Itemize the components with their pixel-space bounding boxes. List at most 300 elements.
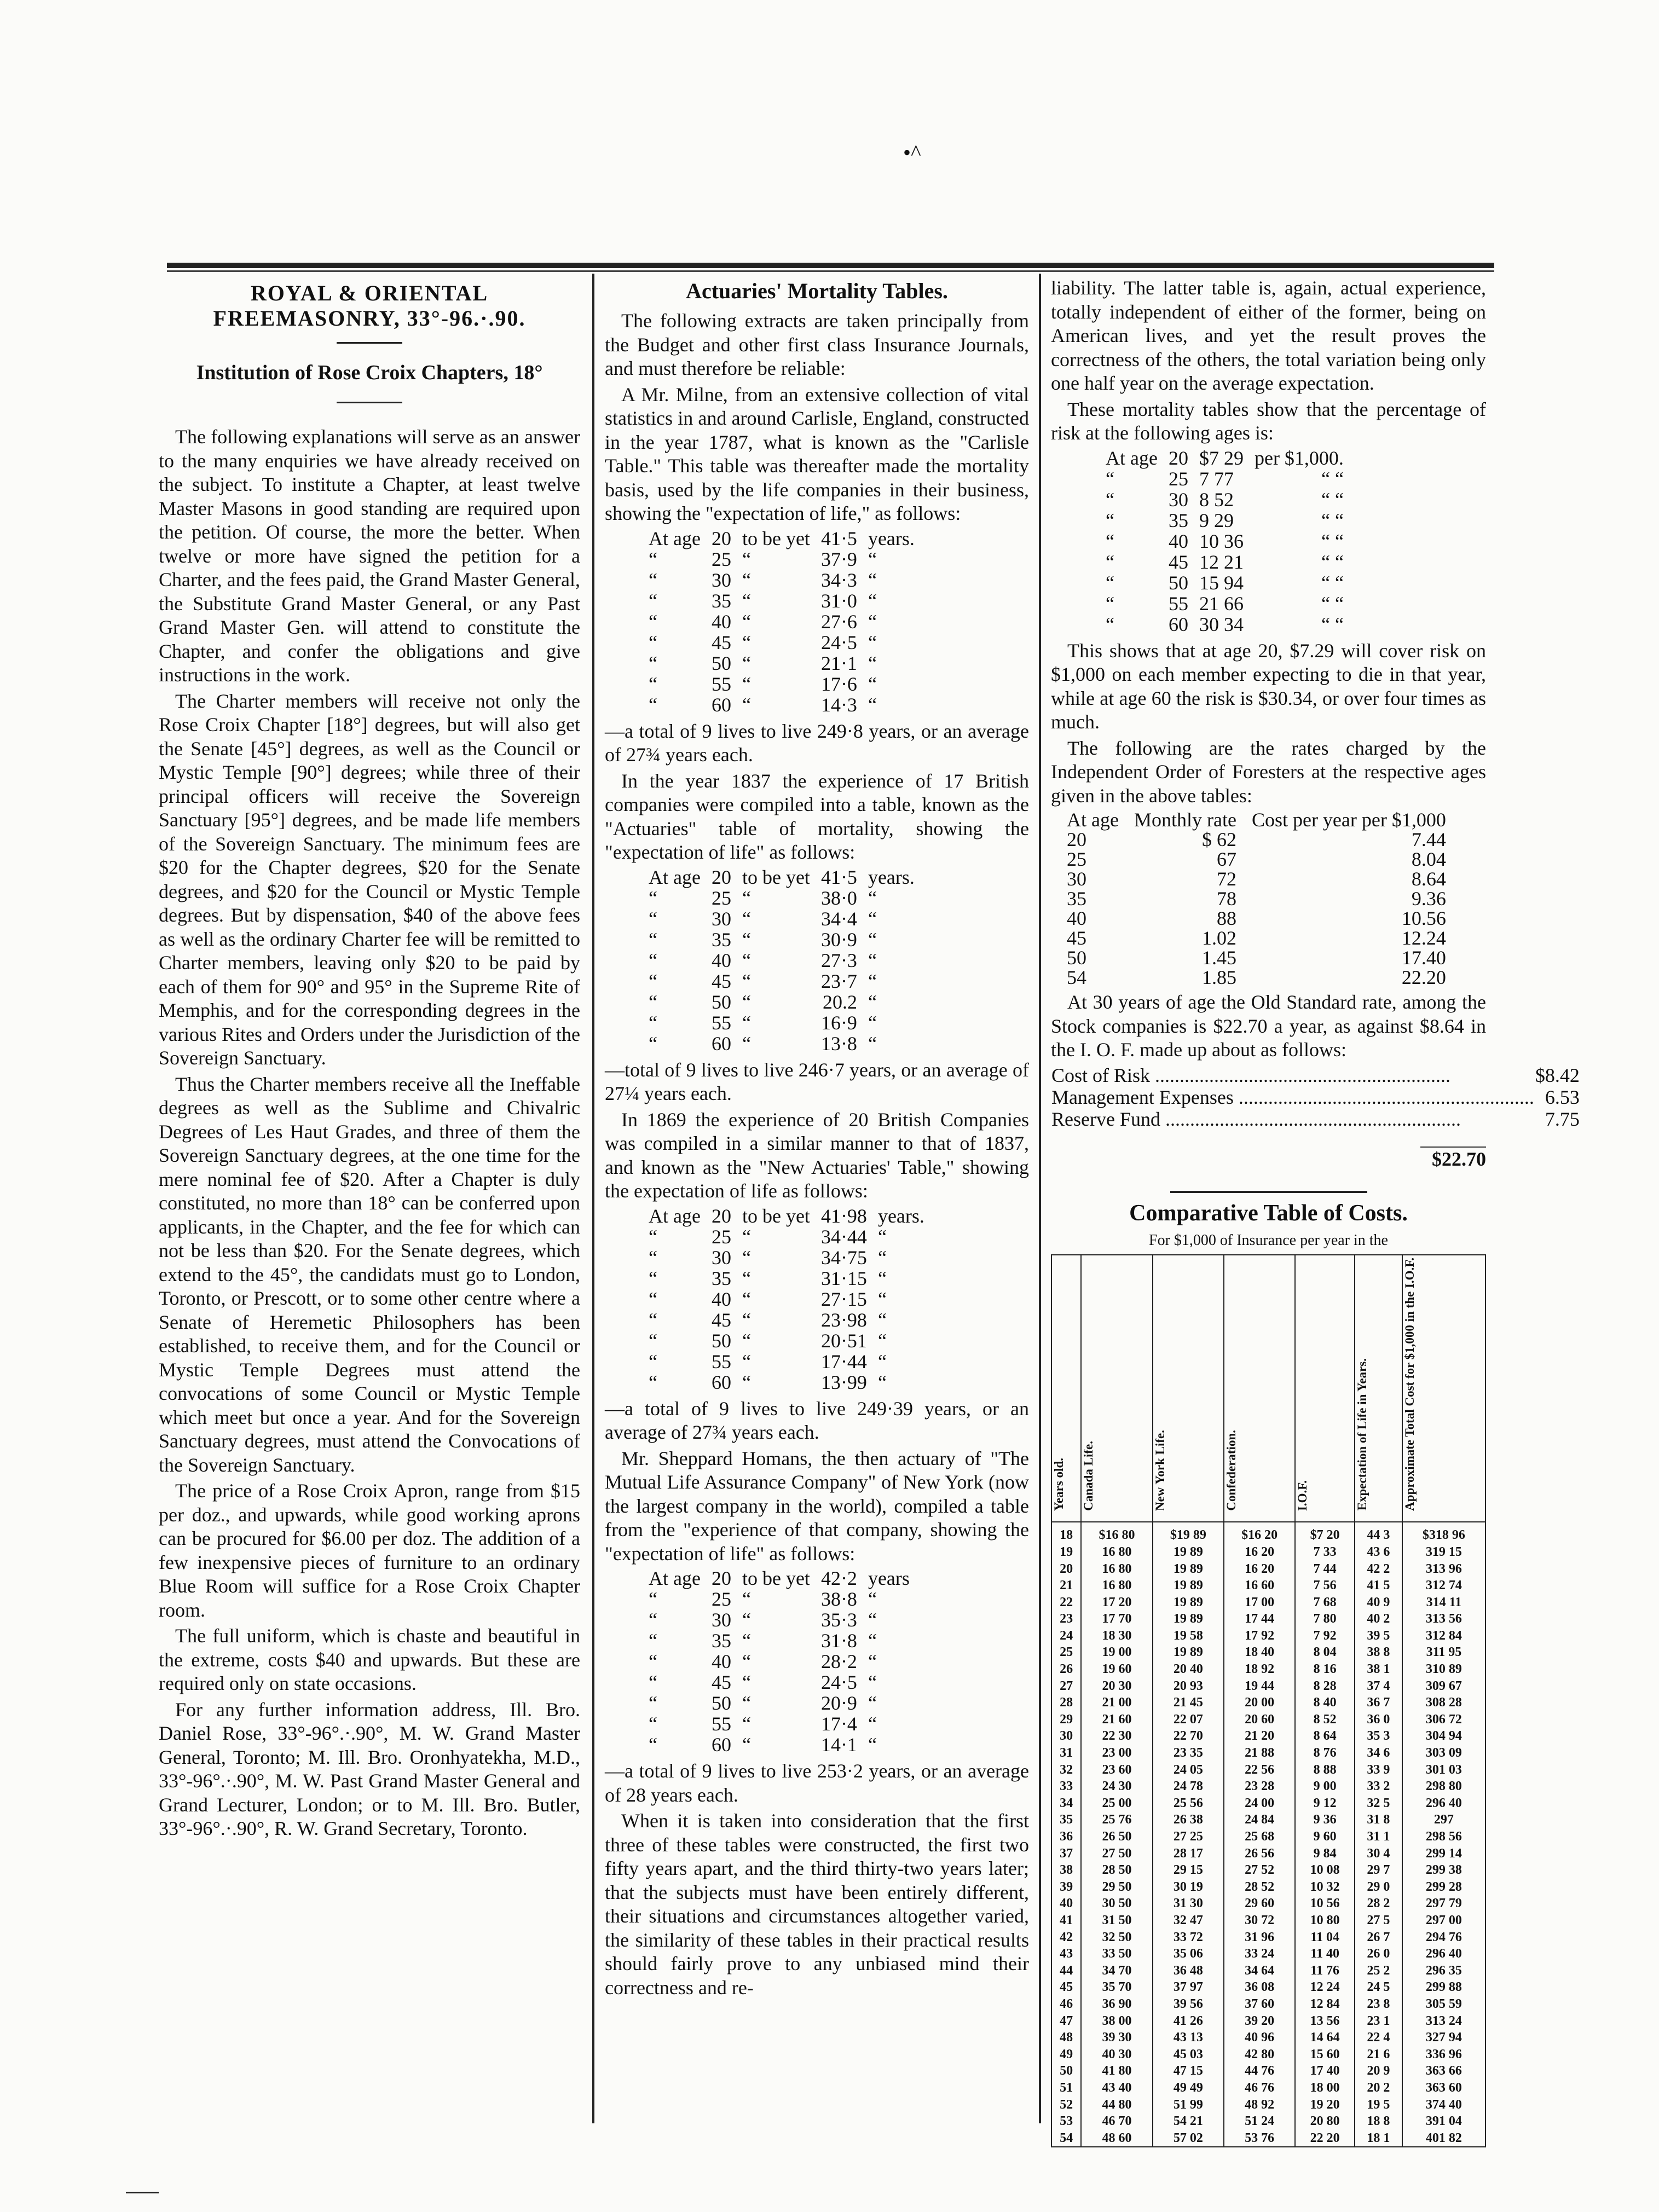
rose-croix-subtitle: Institution of Rose Croix Chapters, 18° bbox=[196, 361, 543, 384]
table-cell: to be yet bbox=[742, 866, 810, 888]
table-cell: “ bbox=[742, 970, 751, 992]
table-cell: 41·5 bbox=[820, 527, 857, 549]
table-cell: 25 bbox=[711, 1225, 731, 1248]
cost-amount: $8.42 bbox=[1535, 1064, 1580, 1086]
comparative-row bbox=[1051, 1745, 1485, 1762]
new-actuaries-table bbox=[643, 1206, 930, 1393]
comparative-cell: 25 68 bbox=[1224, 1828, 1295, 1845]
comparative-cell: 29 60 bbox=[1224, 1895, 1295, 1912]
table-cell: 55 bbox=[711, 1011, 731, 1034]
table-cell: “ bbox=[742, 1329, 751, 1352]
table-cell: 20 bbox=[711, 527, 731, 549]
comparative-row bbox=[1051, 1728, 1485, 1745]
table-cell: years. bbox=[868, 527, 915, 549]
comparative-cell: 23 60 bbox=[1081, 1762, 1152, 1779]
table-row bbox=[643, 929, 920, 950]
comparative-cell: 28 2 bbox=[1355, 1895, 1402, 1912]
comparative-header-text: Years old. bbox=[1052, 1457, 1066, 1511]
table-cell: “ bbox=[649, 631, 657, 653]
table-cell: At age bbox=[649, 527, 701, 549]
rates-cell: 1.02 bbox=[1201, 927, 1236, 949]
table-cell: “ bbox=[649, 1651, 657, 1672]
comparative-row bbox=[1051, 1979, 1485, 1996]
rates-head-monthly: Monthly rate bbox=[1134, 809, 1236, 831]
comparative-cell: 310 89 bbox=[1402, 1661, 1485, 1678]
comparative-cell: $19 89 bbox=[1153, 1522, 1224, 1544]
column-freemasonry bbox=[159, 276, 580, 1843]
table-row bbox=[643, 1226, 930, 1247]
comparative-cell: 27 50 bbox=[1081, 1845, 1152, 1862]
table-cell: 35 bbox=[711, 1630, 731, 1652]
table-cell: 34·44 bbox=[820, 1225, 867, 1248]
comparative-cell: 17 00 bbox=[1224, 1594, 1295, 1611]
comparative-cell: 40 96 bbox=[1224, 2029, 1295, 2046]
comparative-cell: 10 32 bbox=[1295, 1879, 1355, 1896]
comparative-cell: 27 25 bbox=[1153, 1828, 1224, 1845]
comparative-cell: 8 52 bbox=[1295, 1711, 1355, 1728]
comparative-cell: 34 6 bbox=[1355, 1745, 1402, 1762]
table-cell: 24·5 bbox=[820, 1671, 857, 1693]
rates-cell: 45 bbox=[1067, 927, 1086, 949]
comparative-cell: 299 28 bbox=[1402, 1879, 1485, 1896]
comparative-cell: 45 03 bbox=[1153, 2046, 1224, 2063]
comparative-cell: 17 40 bbox=[1295, 2063, 1355, 2080]
comparative-cell: 297 00 bbox=[1402, 1912, 1485, 1929]
comparative-row bbox=[1051, 2063, 1485, 2080]
comparative-cell: 16 20 bbox=[1224, 1561, 1295, 1578]
comparative-cell: 19 00 bbox=[1081, 1644, 1152, 1661]
comparative-cell: 306 72 bbox=[1402, 1711, 1485, 1728]
table-cell: 14·1 bbox=[820, 1734, 857, 1756]
comparative-cell: 21 00 bbox=[1081, 1694, 1152, 1711]
comparative-cell: 7 80 bbox=[1295, 1611, 1355, 1628]
table-cell: “ bbox=[742, 1609, 751, 1631]
comparative-cell: 16 80 bbox=[1081, 1561, 1152, 1578]
comparative-cell: 10 08 bbox=[1295, 1862, 1355, 1879]
comparative-cell: 20 80 bbox=[1295, 2113, 1355, 2130]
comparative-cell: 37 60 bbox=[1224, 1996, 1295, 2013]
comparative-cell: 32 50 bbox=[1081, 1929, 1152, 1946]
comparative-cell: 8 28 bbox=[1295, 1678, 1355, 1695]
table-row bbox=[643, 867, 920, 888]
comparative-cell: 52 bbox=[1051, 2097, 1081, 2113]
comparative-cell: 18 00 bbox=[1295, 2080, 1355, 2097]
m-para-4: In the year 1837 the experience of 17 British companies were compiled into a table, known as the "Actuaries" table of mortality, showing the "expectation of life" as follows: bbox=[605, 769, 1029, 863]
table-cell: “ bbox=[742, 1225, 751, 1248]
table-row bbox=[643, 1734, 915, 1755]
table-cell: “ bbox=[649, 1609, 657, 1631]
table-cell: $7 29 bbox=[1199, 447, 1244, 469]
table-row bbox=[643, 1630, 915, 1651]
comparative-cell: 38 8 bbox=[1355, 1644, 1402, 1661]
comparative-row bbox=[1051, 2046, 1485, 2063]
table-cell: 42·2 bbox=[820, 1567, 857, 1589]
para-5: The full uniform, which is chaste and beautiful in the extreme, costs $40 and upwards. But these are required only on state occasions. bbox=[159, 1625, 580, 1694]
table-cell: 31·8 bbox=[820, 1630, 857, 1652]
comparative-cell: 28 bbox=[1051, 1694, 1081, 1711]
costs-total: $22.70 bbox=[1420, 1146, 1486, 1172]
comparative-cell: 51 24 bbox=[1224, 2113, 1295, 2130]
comparative-cell: 36 48 bbox=[1153, 1962, 1224, 1979]
comparative-cell: $16 80 bbox=[1081, 1522, 1152, 1544]
mutual-life-table bbox=[643, 1568, 915, 1755]
table-cell: At age bbox=[649, 1567, 701, 1589]
comparative-cell: 48 92 bbox=[1224, 2097, 1295, 2113]
table-cell: “ bbox=[1106, 571, 1114, 594]
rates-cell: 12.24 bbox=[1401, 927, 1446, 949]
table-cell: 45 bbox=[711, 631, 731, 653]
comparative-cell: 21 60 bbox=[1081, 1711, 1152, 1728]
risk-table bbox=[1100, 448, 1349, 635]
table-cell: 17·44 bbox=[820, 1350, 867, 1373]
comparative-cell: 26 bbox=[1051, 1661, 1081, 1678]
table-cell: “ bbox=[868, 548, 877, 570]
table-cell: 20·51 bbox=[820, 1329, 867, 1352]
dot-leader: ............................................................ bbox=[1150, 1064, 1451, 1086]
table-row bbox=[643, 908, 920, 929]
comparative-cell: 32 bbox=[1051, 1762, 1081, 1779]
table-cell: “ bbox=[868, 610, 877, 633]
comparative-cell: 27 52 bbox=[1224, 1862, 1295, 1879]
comparative-cell: 12 84 bbox=[1295, 1996, 1355, 2013]
table-cell: 55 bbox=[711, 673, 731, 695]
comparative-row bbox=[1051, 2029, 1485, 2046]
table-cell: “ bbox=[742, 1651, 751, 1672]
cost-amount: 7.75 bbox=[1545, 1108, 1580, 1130]
comparative-cell: 16 80 bbox=[1081, 1544, 1152, 1561]
comparative-cell: 40 2 bbox=[1355, 1611, 1402, 1628]
comparative-cell: 57 02 bbox=[1153, 2130, 1224, 2147]
table-cell: “ bbox=[649, 652, 657, 674]
comparative-header bbox=[1355, 1255, 1402, 1522]
comparative-cell: 297 79 bbox=[1402, 1895, 1485, 1912]
table-row bbox=[1100, 489, 1349, 510]
comparative-cell: 19 5 bbox=[1355, 2097, 1402, 2113]
table-cell: 13·8 bbox=[820, 1032, 857, 1055]
table-cell: “ bbox=[742, 673, 751, 695]
comparative-cell: 19 89 bbox=[1153, 1561, 1224, 1578]
comparative-cell: 30 4 bbox=[1355, 1845, 1402, 1862]
table-cell: “ bbox=[877, 1225, 887, 1248]
rates-cell: 40 bbox=[1067, 907, 1086, 929]
r-para-1: liability. The latter table is, again, actual experience, totally independent of either of the former, being on American lives, and yet the result proves the correctness of the others, the total variation being only one half year on the average expectation. bbox=[1051, 277, 1486, 394]
comparative-header-text: Confederation. bbox=[1224, 1430, 1238, 1511]
table-cell: “ bbox=[877, 1267, 887, 1289]
table-cell: 35 bbox=[711, 1267, 731, 1289]
table-cell: 27·6 bbox=[820, 610, 857, 633]
comparative-row bbox=[1051, 1611, 1485, 1628]
comparative-cell: 19 89 bbox=[1153, 1577, 1224, 1594]
table-cell: “ bbox=[649, 1692, 657, 1714]
comparative-cell: 18 8 bbox=[1355, 2113, 1402, 2130]
table-cell: years bbox=[868, 1567, 910, 1589]
para-4: The price of a Rose Croix Apron, range from $15 per doz., and upwards, while good working aprons can be procured for $6.00 per doz. The addition of a few inexpensive pieces of furniture to an ordinary Blue Room will suffice for a Rose Croix Chapter room. bbox=[159, 1480, 580, 1621]
table-cell: 20·9 bbox=[820, 1692, 857, 1714]
comparative-cell: 39 5 bbox=[1355, 1628, 1402, 1644]
comparative-cell: 15 60 bbox=[1295, 2046, 1355, 2063]
top-rule-thin bbox=[167, 270, 1494, 272]
table-row bbox=[1100, 448, 1349, 468]
table-cell: “ bbox=[868, 631, 877, 653]
comparative-cell: 8 88 bbox=[1295, 1762, 1355, 1779]
comparative-cell: 45 bbox=[1051, 1979, 1081, 1996]
comparative-cell: 19 20 bbox=[1295, 2097, 1355, 2113]
table-cell: “ bbox=[742, 1032, 751, 1055]
comparative-row bbox=[1051, 1522, 1485, 1544]
comparative-cell: 47 bbox=[1051, 2013, 1081, 2030]
comparative-cell: 51 bbox=[1051, 2080, 1081, 2097]
column-divider-1 bbox=[592, 274, 594, 2123]
comparative-cell: 49 49 bbox=[1153, 2080, 1224, 2097]
table-cell: “ bbox=[742, 1713, 751, 1735]
comparative-cell: 34 bbox=[1051, 1795, 1081, 1812]
table-cell: 41·98 bbox=[820, 1205, 867, 1227]
mortality-title: Actuaries' Mortality Tables. bbox=[686, 279, 948, 303]
comparative-cell: 7 56 bbox=[1295, 1577, 1355, 1594]
table-cell: 20 bbox=[711, 1205, 731, 1227]
comparative-cell: 313 96 bbox=[1402, 1561, 1485, 1578]
comparative-cell: 25 00 bbox=[1081, 1795, 1152, 1812]
comparative-cell: 35 70 bbox=[1081, 1979, 1152, 1996]
comparative-cell: $7 20 bbox=[1295, 1522, 1355, 1544]
top-rule bbox=[167, 263, 1494, 268]
comparative-cell: 17 44 bbox=[1224, 1611, 1295, 1628]
table-cell: 55 bbox=[1168, 592, 1188, 615]
table-cell: “ bbox=[649, 589, 657, 612]
table-cell: 28·2 bbox=[820, 1651, 857, 1672]
comparative-row bbox=[1051, 1795, 1485, 1812]
comparative-cell: 35 06 bbox=[1153, 1945, 1224, 1962]
rates-cell: 50 bbox=[1067, 947, 1086, 969]
comparative-cell: 43 13 bbox=[1153, 2029, 1224, 2046]
table-cell: 60 bbox=[711, 1032, 731, 1055]
table-row bbox=[1100, 552, 1349, 572]
comparative-cell: 19 89 bbox=[1153, 1594, 1224, 1611]
comparative-cell: 24 00 bbox=[1224, 1795, 1295, 1812]
table-cell: “ bbox=[649, 1371, 657, 1393]
table-cell: “ “ bbox=[1321, 530, 1344, 552]
table-cell: 41·5 bbox=[820, 866, 857, 888]
comparative-cell: 23 bbox=[1051, 1611, 1081, 1628]
table-cell: 40 bbox=[711, 1288, 731, 1310]
table-cell: “ bbox=[649, 949, 657, 971]
comparative-cell: 20 bbox=[1051, 1561, 1081, 1578]
comparative-cell: 401 82 bbox=[1402, 2130, 1485, 2147]
comparative-cell: 43 bbox=[1051, 1945, 1081, 1962]
comparative-cell: 17 92 bbox=[1224, 1628, 1295, 1644]
table-cell: “ bbox=[742, 631, 751, 653]
table-cell: “ bbox=[877, 1308, 887, 1331]
comparative-cell: 34 70 bbox=[1081, 1962, 1152, 1979]
table-row bbox=[643, 632, 920, 653]
comparative-cell: 38 bbox=[1051, 1862, 1081, 1879]
table-cell: 40 bbox=[711, 949, 731, 971]
cost-row bbox=[1051, 1086, 1580, 1108]
table-cell: “ bbox=[649, 991, 657, 1013]
comparative-row bbox=[1051, 1678, 1485, 1695]
table-cell: 35 bbox=[711, 928, 731, 951]
comparative-cell: 18 92 bbox=[1224, 1661, 1295, 1678]
comparative-cell: 298 80 bbox=[1402, 1778, 1485, 1795]
table-cell: “ bbox=[1106, 509, 1114, 531]
table-cell: “ bbox=[868, 887, 877, 909]
comparative-row bbox=[1051, 1694, 1485, 1711]
table-cell: 25 bbox=[711, 548, 731, 570]
table-row bbox=[643, 1012, 920, 1033]
comparative-cell: 296 40 bbox=[1402, 1795, 1485, 1812]
rates-cell: 22.20 bbox=[1401, 966, 1446, 988]
m-para-8: Mr. Sheppard Homans, the then actuary of "The Mutual Life Assurance Company" of New York (now the largest company in the world), compiled a table from the "experience of that company, showing the "expectation of life" as follows: bbox=[605, 1447, 1029, 1565]
header-mark: •^ bbox=[903, 140, 921, 165]
rates-head-age: At age bbox=[1067, 809, 1119, 831]
comparative-cell: 44 80 bbox=[1081, 2097, 1152, 2113]
comparative-cell: 28 17 bbox=[1153, 1845, 1224, 1862]
comparative-cell: 46 76 bbox=[1224, 2080, 1295, 2097]
table-cell: “ bbox=[868, 1588, 877, 1610]
comparative-cell: 19 89 bbox=[1153, 1544, 1224, 1561]
comparative-cell: 363 66 bbox=[1402, 2063, 1485, 2080]
table-cell: “ bbox=[877, 1371, 887, 1393]
comparative-cell: 7 68 bbox=[1295, 1594, 1355, 1611]
table-row bbox=[643, 694, 920, 715]
table-cell: “ bbox=[877, 1288, 887, 1310]
comparative-cell: 39 20 bbox=[1224, 2013, 1295, 2030]
comparative-cell: 31 1 bbox=[1355, 1828, 1402, 1845]
table-cell: “ bbox=[868, 907, 877, 930]
comparative-cell: 31 96 bbox=[1224, 1929, 1295, 1946]
comparative-cell: 33 9 bbox=[1355, 1762, 1402, 1779]
comparative-row bbox=[1051, 2097, 1485, 2113]
table-cell: “ bbox=[877, 1246, 887, 1269]
table-row bbox=[643, 570, 920, 590]
comparative-cell: 31 50 bbox=[1081, 1912, 1152, 1929]
comparative-cell: 26 56 bbox=[1224, 1845, 1295, 1862]
comparative-cell: 23 00 bbox=[1081, 1745, 1152, 1762]
comparative-cell: 49 bbox=[1051, 2046, 1081, 2063]
table-cell: “ bbox=[742, 1011, 751, 1034]
m-para-9: —a total of 9 lives to live 253·2 years, or an average of 28 years each. bbox=[605, 1760, 1029, 1806]
comparative-cell: 36 7 bbox=[1355, 1694, 1402, 1711]
comparative-cell: 40 bbox=[1051, 1895, 1081, 1912]
table-cell: “ “ bbox=[1321, 592, 1344, 615]
r-para-3: This shows that at age 20, $7.29 will cover risk on $1,000 on each member expecting to die in that year, while at age 60 the risk is $30.34, or over four times as much. bbox=[1051, 639, 1486, 733]
table-cell: “ bbox=[649, 1288, 657, 1310]
comparative-cell: 363 60 bbox=[1402, 2080, 1485, 2097]
table-cell: “ bbox=[1106, 551, 1114, 573]
comparative-row bbox=[1051, 1895, 1485, 1912]
table-cell: 45 bbox=[711, 1671, 731, 1693]
comparative-row bbox=[1051, 1778, 1485, 1795]
table-cell: 50 bbox=[711, 1329, 731, 1352]
cost-label-text: Reserve Fund bbox=[1051, 1108, 1160, 1130]
comparative-cell: 18 bbox=[1051, 1522, 1081, 1544]
table-row bbox=[643, 611, 920, 632]
comparative-header bbox=[1153, 1255, 1224, 1522]
table-cell: “ bbox=[877, 1329, 887, 1352]
comparative-cell: 24 05 bbox=[1153, 1762, 1224, 1779]
table-cell: 20 bbox=[711, 866, 731, 888]
comparative-cell: 327 94 bbox=[1402, 2029, 1485, 2046]
comparative-cell: 42 bbox=[1051, 1929, 1081, 1946]
comparative-cell: 25 56 bbox=[1153, 1795, 1224, 1812]
comparative-row bbox=[1051, 1762, 1485, 1779]
comparative-cell: 20 30 bbox=[1081, 1678, 1152, 1695]
comparative-header-text: Expectation of Life in Years. bbox=[1355, 1358, 1369, 1511]
comparative-cell: 30 19 bbox=[1153, 1879, 1224, 1896]
comparative-title: Comparative Table of Costs. bbox=[1129, 1201, 1408, 1226]
comparative-cell: 21 20 bbox=[1224, 1728, 1295, 1745]
bottom-mark bbox=[126, 2192, 159, 2193]
comparative-cell: 299 14 bbox=[1402, 1845, 1485, 1862]
comparative-header bbox=[1051, 1255, 1081, 1522]
rates-cell: 8.04 bbox=[1411, 848, 1446, 870]
comparative-cell: 10 80 bbox=[1295, 1912, 1355, 1929]
table-cell: 23·98 bbox=[820, 1308, 867, 1331]
table-cell: “ bbox=[649, 569, 657, 591]
cost-amount: 6.53 bbox=[1545, 1086, 1580, 1108]
comparative-cell: 22 20 bbox=[1295, 2130, 1355, 2147]
comparative-cell: 304 94 bbox=[1402, 1728, 1485, 1745]
rates-cell: 54 bbox=[1067, 966, 1086, 988]
comparative-row bbox=[1051, 1577, 1485, 1594]
table-cell: 15 94 bbox=[1199, 571, 1244, 594]
comparative-row bbox=[1051, 1594, 1485, 1611]
comparative-cell: 22 30 bbox=[1081, 1728, 1152, 1745]
table-cell: 17·4 bbox=[820, 1713, 857, 1735]
table-row bbox=[643, 1268, 930, 1289]
table-cell: “ bbox=[742, 1588, 751, 1610]
table-cell: 35 bbox=[711, 589, 731, 612]
table-cell: 38·0 bbox=[820, 887, 857, 909]
table-cell: “ bbox=[1106, 488, 1114, 511]
comparative-cell: 9 60 bbox=[1295, 1828, 1355, 1845]
table-cell: 35·3 bbox=[820, 1609, 857, 1631]
table-cell: “ bbox=[868, 1609, 877, 1631]
comparative-cell: 33 2 bbox=[1355, 1778, 1402, 1795]
comparative-cell: 31 8 bbox=[1355, 1811, 1402, 1828]
para-6: For any further information address, Ill. Bro. Daniel Rose, 33°-96°.·.90°, M. W. Grand Master General, Toronto; M. Ill. Bro. Oronhyatekha, M.D., 33°-96°.·.90°, M. W. Past Grand Master General and Grand Lecturer, London; or to M. Ill. Bro. Butler, 33°-96°.·.90°, R. W. Grand Secretary, Toronto. bbox=[159, 1698, 580, 1839]
comparative-row bbox=[1051, 1879, 1485, 1896]
table-cell: “ bbox=[742, 1371, 751, 1393]
table-cell: 8 52 bbox=[1199, 488, 1234, 511]
comparative-header bbox=[1295, 1255, 1355, 1522]
comparative-cell: 30 bbox=[1051, 1728, 1081, 1745]
rates-row bbox=[1059, 830, 1454, 849]
para-2: The Charter members will receive not only the Rose Croix Chapter [18°] degrees, but will also get the Senate [45°] degrees, as well as the Council or Mystic Temple [90°] degrees; while three of their principal officers will receive the Sovereign Sanctuary [95°] degrees, and be made life members of the Sovereign Sanctuary. The minimum fees are $20 for the Chapter degrees, $20 for the Senate degrees, and $20 for the Council or Mystic Temple degrees. But by dispensation, $40 of the above fees as well as the ordinary Charter fee will be remitted to Charter members, leaving only $20 to be paid by each of them for 90° and 95° in the Supreme Rite of Memphis, and for the corresponding degrees in the various Rites and Orders under the Jurisdiction of the Sovereign Sanctuary. bbox=[159, 690, 580, 1069]
rates-row bbox=[1059, 849, 1454, 869]
table-cell: 50 bbox=[711, 1692, 731, 1714]
table-cell: “ bbox=[649, 1225, 657, 1248]
comparative-cell: 37 97 bbox=[1153, 1979, 1224, 1996]
rates-cell: 10.56 bbox=[1401, 907, 1446, 929]
comparative-cell: 24 5 bbox=[1355, 1979, 1402, 1996]
comparative-cell: 30 72 bbox=[1224, 1912, 1295, 1929]
rates-cell: $ 62 bbox=[1201, 829, 1236, 850]
comparative-cell: 19 89 bbox=[1153, 1611, 1224, 1628]
table-cell: 38·8 bbox=[820, 1588, 857, 1610]
table-cell: “ “ bbox=[1321, 613, 1344, 635]
dot-leader: ............................................................ bbox=[1233, 1086, 1534, 1108]
comparative-cell: 374 40 bbox=[1402, 2097, 1485, 2113]
table-cell: to be yet bbox=[742, 1567, 810, 1589]
comparative-cell: 391 04 bbox=[1402, 2113, 1485, 2130]
rates-row bbox=[1059, 908, 1454, 928]
table-cell: 30 bbox=[711, 907, 731, 930]
table-row bbox=[643, 1568, 915, 1589]
comparative-cell: 48 60 bbox=[1081, 2130, 1152, 2147]
comparative-cell: 44 76 bbox=[1224, 2063, 1295, 2080]
comparative-cell: 7 33 bbox=[1295, 1544, 1355, 1561]
